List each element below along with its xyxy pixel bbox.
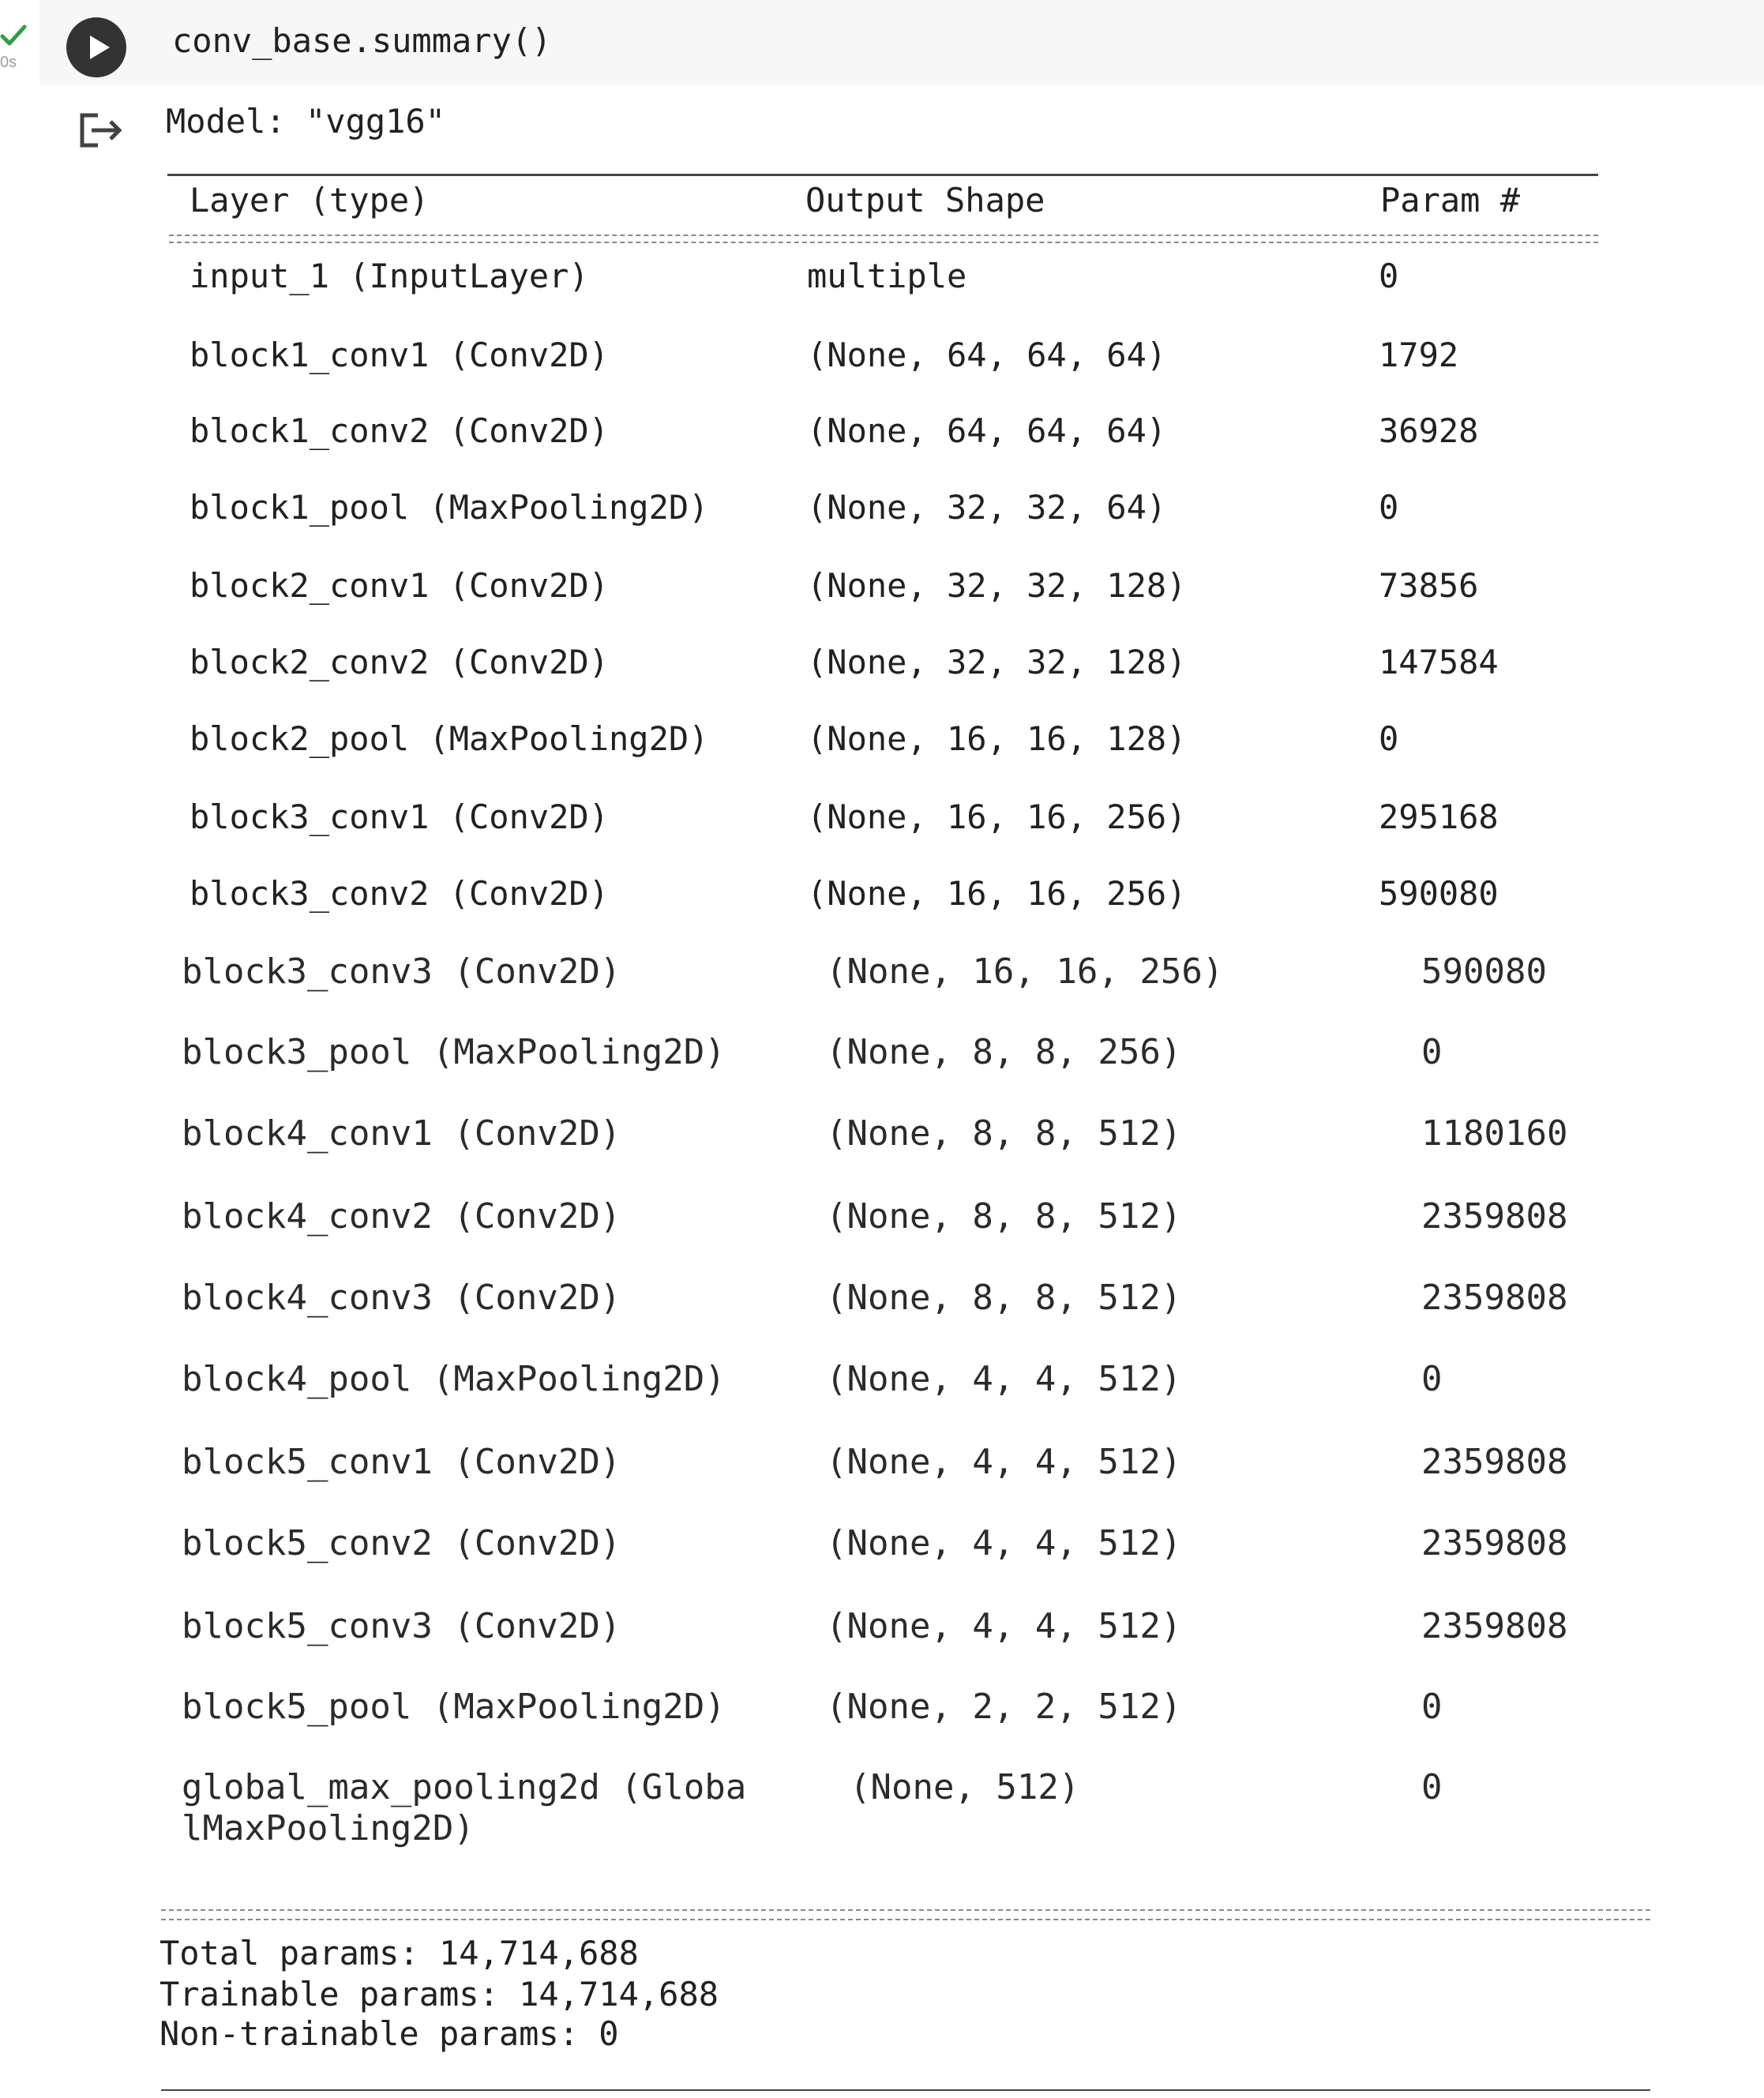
param-count: 2359808 <box>1421 1523 1568 1563</box>
param-count: 590080 <box>1379 874 1499 913</box>
non-trainable-params: Non-trainable params: 0 <box>160 2014 619 2053</box>
run-cell-button[interactable] <box>66 17 126 77</box>
footer-separator <box>161 1909 1650 1911</box>
layer-name: block2_conv1 (Conv2D) <box>190 566 610 605</box>
param-count: 0 <box>1379 719 1399 758</box>
output-shape: (None, 64, 64, 64) <box>807 411 1167 450</box>
header-output-shape: Output Shape <box>805 181 1045 220</box>
layer-name: block4_conv2 (Conv2D) <box>182 1196 621 1237</box>
output-shape: (None, 2, 2, 512) <box>826 1687 1182 1727</box>
output-shape: (None, 32, 32, 128) <box>807 643 1187 681</box>
param-count: 2359808 <box>1421 1442 1568 1482</box>
param-count: 0 <box>1421 1359 1443 1399</box>
output-shape: (None, 4, 4, 512) <box>826 1606 1182 1646</box>
output-shape: (None, 8, 8, 512) <box>826 1196 1182 1237</box>
output-shape: (None, 8, 8, 512) <box>826 1278 1182 1318</box>
execution-time: 0s <box>0 54 17 71</box>
play-icon <box>66 17 126 77</box>
param-count: 295168 <box>1379 798 1499 836</box>
param-count: 1180160 <box>1421 1113 1568 1154</box>
footer-separator-2 <box>161 1919 1650 1920</box>
layer-name: block3_conv1 (Conv2D) <box>190 798 610 836</box>
layer-name: block1_pool (MaxPooling2D) <box>190 488 709 527</box>
layer-name: block3_conv2 (Conv2D) <box>190 874 610 913</box>
header-layer-type: Layer (type) <box>190 181 430 220</box>
param-count: 2359808 <box>1421 1278 1568 1318</box>
output-shape: multiple <box>807 257 967 295</box>
output-shape: (None, 64, 64, 64) <box>807 336 1167 374</box>
param-count: 2359808 <box>1421 1606 1568 1646</box>
output-shape: (None, 4, 4, 512) <box>826 1442 1182 1482</box>
output-shape: (None, 8, 8, 512) <box>826 1113 1182 1154</box>
layer-name: block3_pool (MaxPooling2D) <box>182 1032 726 1072</box>
layer-name: block2_pool (MaxPooling2D) <box>190 719 709 758</box>
total-params: Total params: 14,714,688 <box>160 1934 639 1972</box>
layer-name-continued: lMaxPooling2D) <box>182 1808 475 1848</box>
output-shape: (None, 16, 16, 128) <box>807 719 1187 758</box>
output-shape: (None, 16, 16, 256) <box>807 798 1187 836</box>
header-separator <box>169 235 1598 236</box>
layer-name: block5_conv3 (Conv2D) <box>182 1606 621 1646</box>
layer-name: block5_conv1 (Conv2D) <box>182 1442 621 1482</box>
trainable-params: Trainable params: 14,714,688 <box>160 1975 719 2014</box>
param-count: 0 <box>1421 1687 1443 1727</box>
output-shape: (None, 8, 8, 256) <box>826 1032 1182 1072</box>
param-count: 0 <box>1379 488 1399 527</box>
layer-name: block5_conv2 (Conv2D) <box>182 1523 621 1563</box>
layer-name: block2_conv2 (Conv2D) <box>190 643 610 681</box>
layer-name: block4_pool (MaxPooling2D) <box>182 1359 726 1399</box>
layer-name: block1_conv1 (Conv2D) <box>190 336 610 374</box>
param-count: 0 <box>1379 257 1399 295</box>
check-icon <box>0 24 27 47</box>
output-shape: (None, 16, 16, 256) <box>807 874 1187 913</box>
header-param-count: Param # <box>1380 181 1521 220</box>
param-count: 0 <box>1421 1032 1443 1072</box>
layer-name: block3_conv3 (Conv2D) <box>182 951 621 992</box>
layer-name: input_1 (InputLayer) <box>190 257 589 295</box>
layer-name: block4_conv3 (Conv2D) <box>182 1278 621 1318</box>
header-separator-2 <box>169 242 1598 243</box>
code-text[interactable]: conv_base.summary() <box>172 21 552 60</box>
param-count: 147584 <box>1379 643 1499 681</box>
model-name-line: Model: "vgg16" <box>166 102 446 141</box>
output-shape: (None, 512) <box>850 1767 1080 1807</box>
bottom-rule <box>161 2089 1650 2091</box>
output-shape: (None, 16, 16, 256) <box>826 951 1224 992</box>
layer-name: global_max_pooling2d (Globa <box>182 1767 747 1807</box>
output-shape: (None, 4, 4, 512) <box>826 1523 1182 1563</box>
param-count: 1792 <box>1379 336 1459 374</box>
param-count: 73856 <box>1379 566 1479 605</box>
param-count: 2359808 <box>1421 1196 1568 1237</box>
output-redirect-icon <box>79 112 125 148</box>
output-shape: (None, 32, 32, 128) <box>807 566 1187 605</box>
top-rule <box>167 174 1598 176</box>
param-count: 36928 <box>1379 411 1479 450</box>
output-shape: (None, 32, 32, 64) <box>807 488 1167 527</box>
layer-name: block4_conv1 (Conv2D) <box>182 1113 621 1154</box>
param-count: 0 <box>1421 1767 1443 1807</box>
layer-name: block1_conv2 (Conv2D) <box>190 411 610 450</box>
layer-name: block5_pool (MaxPooling2D) <box>182 1687 726 1727</box>
param-count: 590080 <box>1421 951 1547 992</box>
output-shape: (None, 4, 4, 512) <box>826 1359 1182 1399</box>
